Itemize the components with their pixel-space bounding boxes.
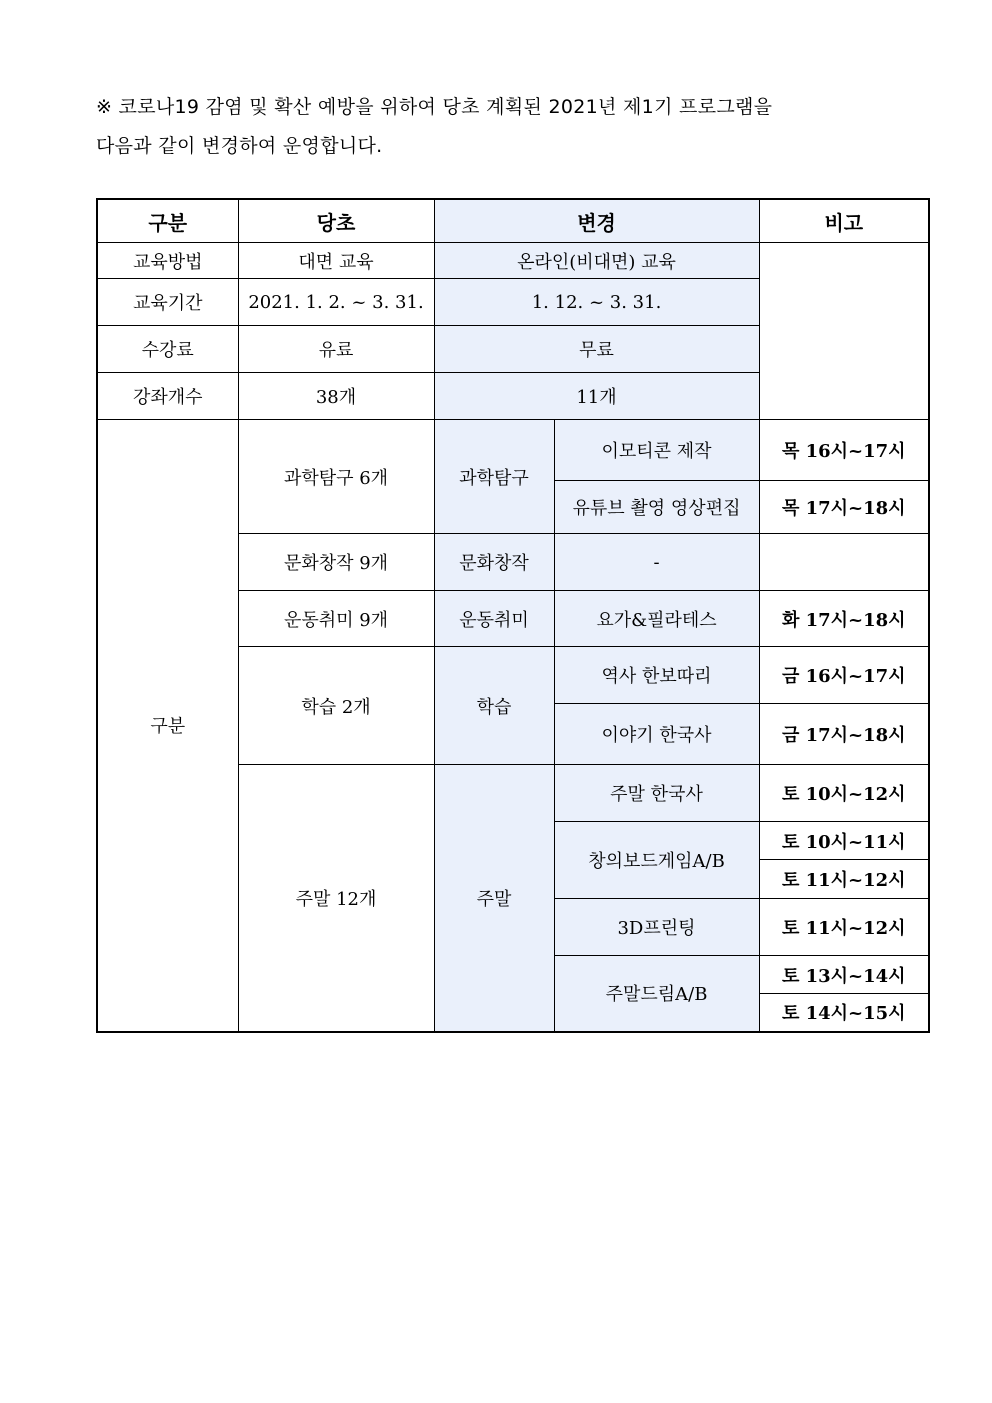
group-label: 구분 [97, 420, 238, 1032]
course-time: 토 14시~15시 [759, 994, 929, 1032]
original-method: 대면 교육 [238, 243, 434, 279]
row-label-method: 교육방법 [97, 243, 238, 279]
course-name: 창의보드게임A/B [554, 822, 759, 899]
original-count: 38개 [238, 373, 434, 420]
changed-sports: 운동취미 [434, 591, 554, 647]
course-name: 3D프린팅 [554, 899, 759, 956]
header-original: 당초 [238, 199, 434, 243]
changed-weekend: 주말 [434, 765, 554, 1032]
changed-culture: 문화창작 [434, 534, 554, 591]
course-name: 주말드림A/B [554, 956, 759, 1032]
header-remark: 비고 [759, 199, 929, 243]
changed-science: 과학탐구 [434, 420, 554, 534]
program-change-table [96, 198, 930, 1033]
course-time: 금 16시~17시 [759, 647, 929, 704]
course-name: 이야기 한국사 [554, 704, 759, 765]
course-time: 토 11시~12시 [759, 899, 929, 956]
course-time: 토 10시~11시 [759, 822, 929, 860]
original-culture: 문화창작 9개 [238, 534, 434, 591]
changed-fee: 무료 [434, 326, 759, 373]
course-time: 목 16시~17시 [759, 420, 929, 481]
changed-study: 학습 [434, 647, 554, 765]
course-name: 이모티콘 제작 [554, 420, 759, 481]
remark-empty [759, 243, 929, 420]
course-name: 유튜브 촬영 영상편집 [554, 481, 759, 534]
changed-count: 11개 [434, 373, 759, 420]
row-label-period: 교육기간 [97, 279, 238, 326]
notice-line-1: ※ 코로나19 감염 및 확산 예방을 위하여 당초 계획된 2021년 제1기 프로그램을 [96, 96, 773, 118]
changed-method: 온라인(비대면) 교육 [434, 243, 759, 279]
course-time: 금 17시~18시 [759, 704, 929, 765]
course-time: 목 17시~18시 [759, 481, 929, 534]
table-row [97, 420, 929, 481]
course-name: 요가&필라테스 [554, 591, 759, 647]
course-name: 역사 한보따리 [554, 647, 759, 704]
header-category: 구분 [97, 199, 238, 243]
row-label-fee: 수강료 [97, 326, 238, 373]
original-weekend: 주말 12개 [238, 765, 434, 1032]
changed-period: 1. 12. ~ 3. 31. [434, 279, 759, 326]
original-sports: 운동취미 9개 [238, 591, 434, 647]
course-time: 토 13시~14시 [759, 956, 929, 994]
original-study: 학습 2개 [238, 647, 434, 765]
course-time [759, 534, 929, 591]
course-time: 토 10시~12시 [759, 765, 929, 822]
original-science: 과학탐구 6개 [238, 420, 434, 534]
row-label-count: 강좌개수 [97, 373, 238, 420]
table-row [97, 243, 929, 279]
header-changed: 변경 [434, 199, 759, 243]
header-row [97, 199, 929, 243]
course-name: 주말 한국사 [554, 765, 759, 822]
course-name: - [554, 534, 759, 591]
notice-text [96, 88, 926, 166]
original-fee: 유료 [238, 326, 434, 373]
course-time: 화 17시~18시 [759, 591, 929, 647]
notice-line-2: 다음과 같이 변경하여 운영합니다. [96, 135, 383, 157]
original-period: 2021. 1. 2. ~ 3. 31. [238, 279, 434, 326]
course-time: 토 11시~12시 [759, 860, 929, 899]
